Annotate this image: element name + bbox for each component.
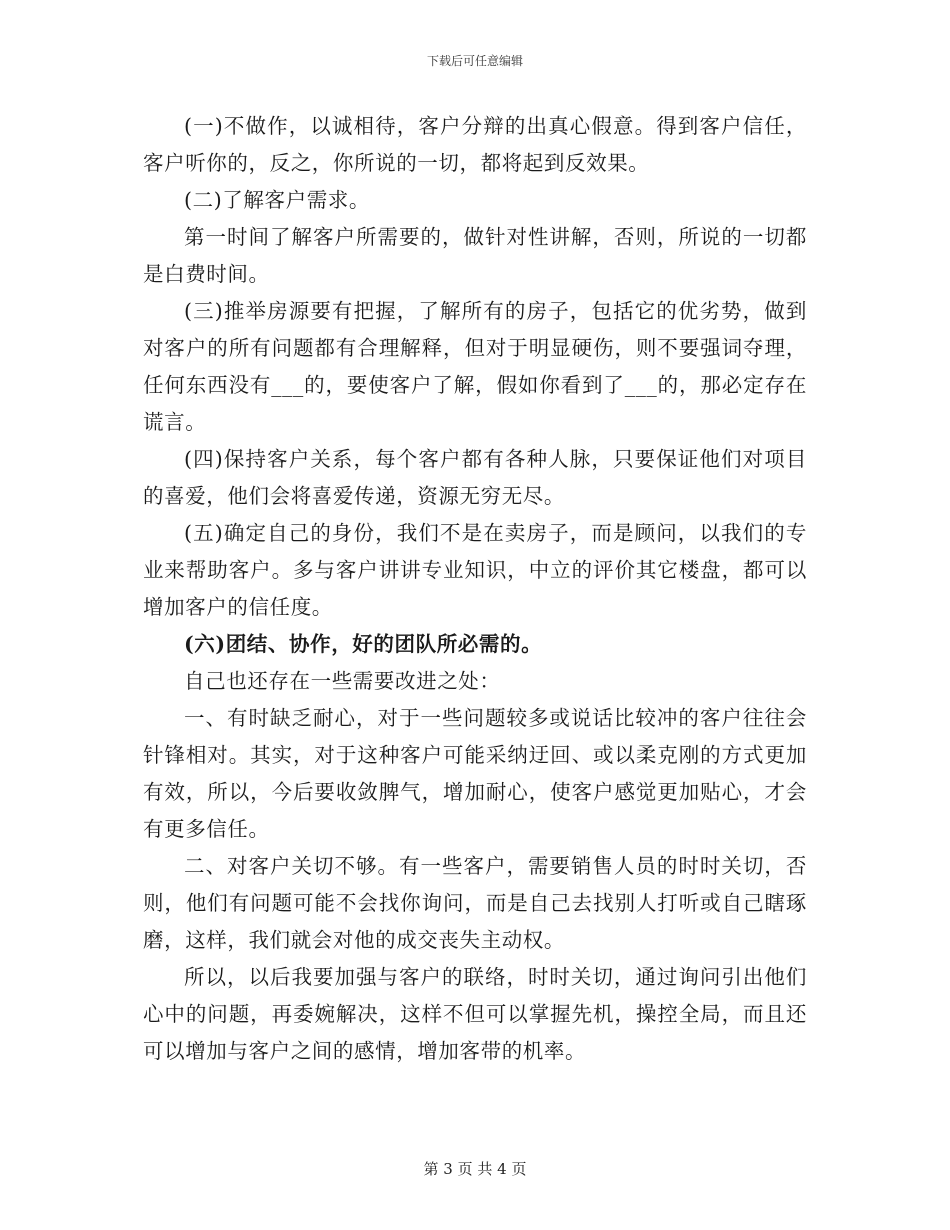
paragraph-4: (三)推举房源要有把握，了解所有的房子，包括它的优劣势，做到对客户的所有问题都有合理解释，但对于明显硬伤，则不要强词夺理，任何东西没有___的，要使客户了解，假如你看到了___的，那必定存在谎言。 <box>143 299 807 434</box>
page-number-footer: 第 3 页 共 4 页 <box>423 1160 527 1178</box>
paragraph-11: 所以，以后我要加强与客户的联络，时时关切，通过询问引出他们心中的问题，再委婉解决，这样不但可以掌握先机，操控全局，而且还可以增加与客户之间的感情，增加客带的机率。 <box>143 965 807 1063</box>
paragraph-9: 一、有时缺乏耐心，对于一些问题较多或说话比较冲的客户往往会针锋相对。其实，对于这种客户可能采纳迂回、或以柔克刚的方式更加有效，所以，今后要收敛脾气，增加耐心，使客户感觉更加贴心，才会有更多信任。 <box>143 706 807 841</box>
document-body <box>143 108 807 1070</box>
paragraph-3: 第一时间了解客户所需要的，做针对性讲解，否则，所说的一切都是白费时间。 <box>143 225 807 286</box>
paragraph-10: 二、对客户关切不够。有一些客户，需要销售人员的时时关切，否则，他们有问题可能不会找你询问，而是自己去找别人打听或自己瞎琢磨，这样，我们就会对他的成交丧失主动权。 <box>143 854 807 952</box>
paragraph-8: 自己也还存在一些需要改进之处： <box>184 669 501 693</box>
page-header: 下载后可任意编辑 <box>426 54 523 68</box>
paragraph-6: (五)确定自己的身份，我们不是在卖房子，而是顾问，以我们的专业来帮助客户。多与客户讲讲专业知识，中立的评价其它楼盘，都可以增加客户的信任度。 <box>143 521 807 619</box>
paragraph-5: (四)保持客户关系，每个客户都有各种人脉，只要保证他们对项目的喜爱，他们会将喜爱传递，资源无穷无尽。 <box>143 447 807 508</box>
paragraph-7-bold-heading: (六)团结、协作，好的团队所必需的。 <box>184 632 543 656</box>
paragraph-2: (二)了解客户需求。 <box>184 188 370 212</box>
paragraph-1: (一)不做作，以诚相待，客户分辩的出真心假意。得到客户信任，客户听你的，反之，你所说的一切，都将起到反效果。 <box>143 114 807 175</box>
